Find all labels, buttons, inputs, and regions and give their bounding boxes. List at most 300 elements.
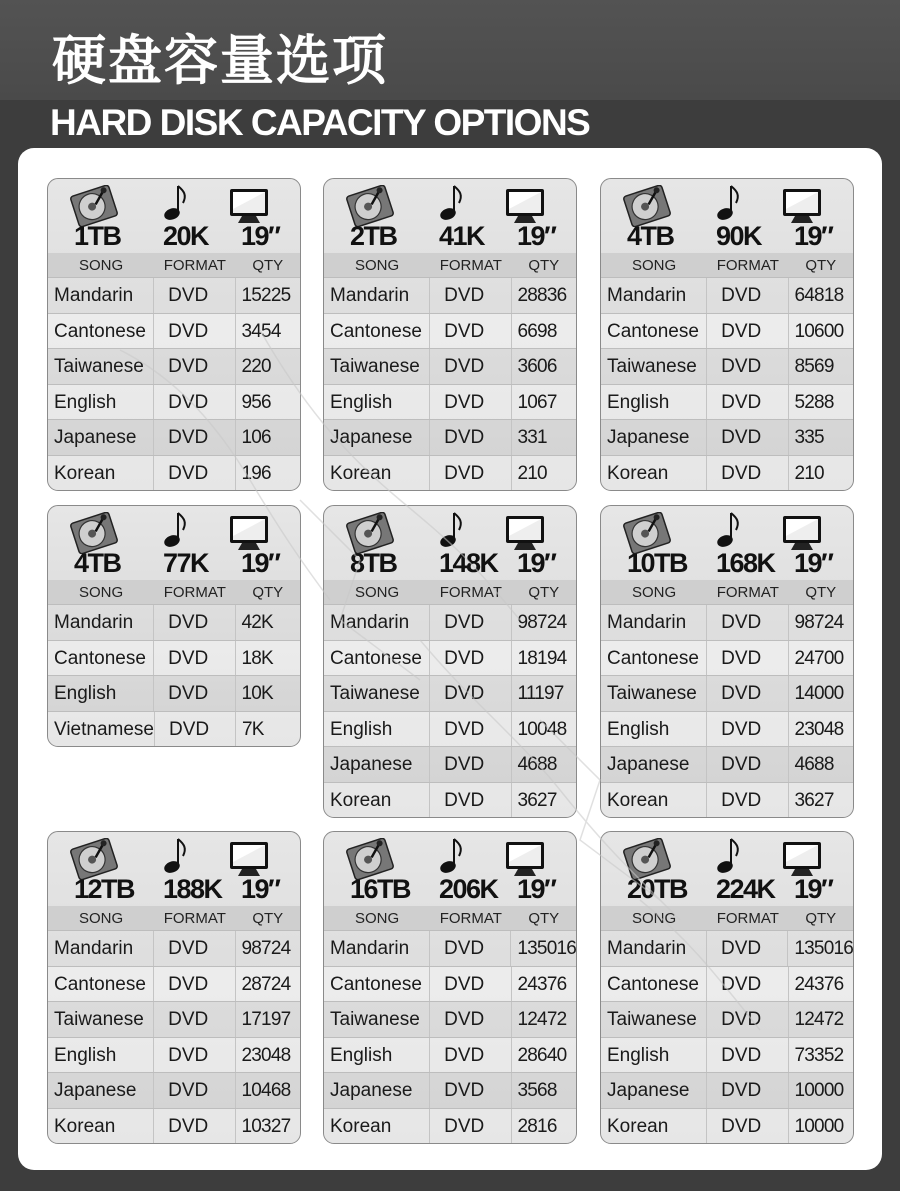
song-language: Japanese <box>324 420 430 455</box>
table-row <box>48 419 300 455</box>
song-language: Mandarin <box>601 278 707 313</box>
song-format: DVD <box>707 783 788 818</box>
table-row <box>601 640 853 676</box>
song-quantity: 3627 <box>517 789 557 811</box>
table-row <box>324 419 576 455</box>
song-quantity: 15225 <box>241 285 291 306</box>
song-column-header: SONG <box>354 583 400 601</box>
song-format: DVD <box>154 1002 235 1037</box>
song-quantity: 24700 <box>794 647 844 669</box>
song-language: Korean <box>324 783 430 818</box>
table-row <box>324 782 576 818</box>
song-quantity: 28640 <box>517 1044 567 1066</box>
song-language: Japanese <box>324 747 430 782</box>
song-language: Korean <box>48 1109 154 1144</box>
capacity-label: 4TB <box>627 221 674 251</box>
song-quantity: 24376 <box>794 973 844 995</box>
capacity-label: 12TB <box>74 874 135 904</box>
song-quantity: 210 <box>794 462 824 484</box>
table-row <box>601 604 853 640</box>
song-column-header: SONG <box>631 583 677 601</box>
song-quantity: 4688 <box>517 754 557 775</box>
table-row <box>601 711 853 747</box>
song-format: DVD <box>707 314 788 349</box>
table-row <box>324 455 576 491</box>
song-quantity: 220 <box>241 356 271 377</box>
capacity-card <box>47 831 301 1144</box>
song-format: DVD <box>154 314 235 349</box>
song-language: English <box>48 385 154 420</box>
song-count-label: 41K <box>439 221 485 251</box>
song-format: DVD <box>154 349 235 384</box>
song-format: DVD <box>707 385 788 420</box>
capacity-card <box>47 505 301 747</box>
song-table <box>324 930 576 1143</box>
song-format: DVD <box>707 1038 788 1073</box>
screen-size-label: 19″ <box>517 874 556 904</box>
card-header <box>324 506 576 580</box>
song-quantity: 23048 <box>241 1044 291 1066</box>
format-column-header: FORMAT <box>716 909 779 927</box>
song-language: Korean <box>324 1109 430 1144</box>
song-format: DVD <box>154 676 235 711</box>
format-column-header: FORMAT <box>716 256 779 274</box>
table-row <box>48 277 300 313</box>
song-format: DVD <box>430 349 511 384</box>
qty-column-header: QTY <box>805 583 837 601</box>
song-format: DVD <box>707 641 788 676</box>
capacity-label: 16TB <box>350 874 411 904</box>
song-format: DVD <box>154 1073 235 1108</box>
table-row <box>48 348 300 384</box>
song-quantity: 17197 <box>241 1009 291 1030</box>
song-language: Taiwanese <box>48 1002 154 1037</box>
song-format: DVD <box>707 456 788 491</box>
table-row <box>48 966 300 1002</box>
column-headers <box>601 906 853 930</box>
table-row <box>48 1108 300 1144</box>
song-quantity: 7K <box>241 718 264 740</box>
table-row <box>601 1037 853 1073</box>
song-quantity: 10600 <box>794 320 844 342</box>
table-row <box>48 711 300 747</box>
capacity-card <box>323 505 577 818</box>
song-format: DVD <box>707 1073 788 1108</box>
qty-column-header: QTY <box>805 256 837 274</box>
song-quantity: 3568 <box>517 1080 557 1101</box>
song-format: DVD <box>430 605 511 640</box>
column-headers <box>324 253 576 277</box>
song-language: Cantonese <box>48 967 154 1002</box>
song-language: Cantonese <box>48 314 154 349</box>
table-row <box>48 1037 300 1073</box>
table-row <box>601 419 853 455</box>
song-quantity: 10K <box>241 683 273 704</box>
song-quantity: 28836 <box>517 285 567 306</box>
song-quantity: 42K <box>241 612 273 633</box>
card-header <box>601 179 853 253</box>
song-language: Taiwanese <box>601 1002 707 1037</box>
table-row <box>601 1001 853 1037</box>
song-count-label: 224K <box>716 874 775 904</box>
song-quantity: 23048 <box>794 718 844 740</box>
screen-size-label: 19″ <box>794 221 833 251</box>
table-row <box>601 455 853 491</box>
table-row <box>601 782 853 818</box>
song-quantity: 3627 <box>794 789 834 811</box>
table-row <box>601 348 853 384</box>
column-headers <box>324 906 576 930</box>
song-language: English <box>324 712 430 747</box>
song-table <box>601 277 853 490</box>
song-count-label: 148K <box>439 548 498 578</box>
column-headers <box>48 580 300 604</box>
song-count-label: 168K <box>716 548 775 578</box>
song-format: DVD <box>707 1109 788 1144</box>
song-quantity: 18194 <box>517 647 567 669</box>
table-row <box>324 1072 576 1108</box>
song-language: Mandarin <box>48 278 154 313</box>
song-quantity: 73352 <box>794 1044 844 1066</box>
song-table <box>324 604 576 817</box>
song-format: DVD <box>707 967 788 1002</box>
song-format: DVD <box>430 1002 511 1037</box>
screen-size-label: 19″ <box>794 874 833 904</box>
table-row <box>324 384 576 420</box>
song-quantity: 10000 <box>794 1080 844 1101</box>
table-row <box>48 455 300 491</box>
table-row <box>48 604 300 640</box>
card-header <box>601 832 853 906</box>
song-format: DVD <box>154 278 235 313</box>
song-language: Korean <box>601 456 707 491</box>
format-column-header: FORMAT <box>163 256 226 274</box>
song-format: DVD <box>707 278 788 313</box>
song-count-label: 77K <box>163 548 209 578</box>
table-row <box>601 1072 853 1108</box>
song-format: DVD <box>707 712 788 747</box>
song-format: DVD <box>430 676 511 711</box>
song-quantity: 3606 <box>517 356 557 377</box>
table-row <box>601 1108 853 1144</box>
format-column-header: FORMAT <box>163 909 226 927</box>
song-language: Japanese <box>601 747 707 782</box>
song-language: English <box>601 712 707 747</box>
capacity-label: 4TB <box>74 548 121 578</box>
song-column-header: SONG <box>78 909 124 927</box>
qty-column-header: QTY <box>252 583 284 601</box>
capacity-card <box>47 178 301 491</box>
table-row <box>324 1001 576 1037</box>
song-language: Japanese <box>48 420 154 455</box>
card-header <box>48 506 300 580</box>
song-language: Mandarin <box>324 931 430 966</box>
card-header <box>324 832 576 906</box>
song-language: Mandarin <box>601 931 707 966</box>
song-quantity: 106 <box>241 427 271 448</box>
song-language: English <box>324 385 430 420</box>
song-format: DVD <box>154 456 235 491</box>
song-quantity: 135016 <box>794 938 853 959</box>
song-column-header: SONG <box>631 909 677 927</box>
song-format: DVD <box>430 314 511 349</box>
song-quantity: 12472 <box>517 1009 567 1030</box>
song-column-header: SONG <box>78 256 124 274</box>
column-headers <box>48 253 300 277</box>
song-language: Taiwanese <box>324 349 430 384</box>
capacity-label: 1TB <box>74 221 121 251</box>
song-language: Mandarin <box>48 931 154 966</box>
song-quantity: 1067 <box>517 391 557 413</box>
song-language: Taiwanese <box>48 349 154 384</box>
song-language: English <box>601 1038 707 1073</box>
song-format: DVD <box>430 1073 511 1108</box>
screen-size-label: 19″ <box>241 874 280 904</box>
song-language: Cantonese <box>324 967 430 1002</box>
song-format: DVD <box>707 747 788 782</box>
table-row <box>324 604 576 640</box>
song-column-header: SONG <box>354 909 400 927</box>
table-row <box>324 348 576 384</box>
song-quantity: 5288 <box>794 391 834 413</box>
qty-column-header: QTY <box>528 583 560 601</box>
card-header <box>324 179 576 253</box>
table-row <box>601 384 853 420</box>
song-quantity: 98724 <box>241 938 291 959</box>
table-row <box>48 313 300 349</box>
song-column-header: SONG <box>354 256 400 274</box>
song-format: DVD <box>155 712 236 747</box>
column-headers <box>601 253 853 277</box>
song-language: Japanese <box>601 1073 707 1108</box>
song-quantity: 210 <box>517 462 547 484</box>
song-language: Cantonese <box>601 641 707 676</box>
table-row <box>324 966 576 1002</box>
song-quantity: 10327 <box>241 1115 291 1137</box>
song-count-label: 206K <box>439 874 498 904</box>
song-language: Mandarin <box>601 605 707 640</box>
table-row <box>48 1001 300 1037</box>
capacity-label: 2TB <box>350 221 397 251</box>
capacity-label: 8TB <box>350 548 397 578</box>
format-column-header: FORMAT <box>439 583 502 601</box>
song-language: Japanese <box>601 420 707 455</box>
card-header <box>601 506 853 580</box>
song-format: DVD <box>154 605 235 640</box>
table-row <box>324 640 576 676</box>
song-format: DVD <box>707 931 788 966</box>
song-language: Korean <box>324 456 430 491</box>
song-quantity: 956 <box>241 391 271 413</box>
song-quantity: 98724 <box>794 612 844 633</box>
song-format: DVD <box>154 641 235 676</box>
song-quantity: 24376 <box>517 973 567 995</box>
song-format: DVD <box>430 1038 511 1073</box>
table-row <box>48 675 300 711</box>
song-quantity: 14000 <box>794 683 844 704</box>
song-quantity: 18K <box>241 647 273 669</box>
screen-size-label: 19″ <box>241 548 280 578</box>
song-column-header: SONG <box>631 256 677 274</box>
table-row <box>601 313 853 349</box>
song-count-label: 188K <box>163 874 222 904</box>
song-format: DVD <box>707 349 788 384</box>
screen-size-label: 19″ <box>517 548 556 578</box>
table-row <box>324 675 576 711</box>
column-headers <box>48 906 300 930</box>
song-format: DVD <box>430 456 511 491</box>
capacity-card <box>600 178 854 491</box>
song-language: Cantonese <box>48 641 154 676</box>
table-row <box>601 675 853 711</box>
song-count-label: 90K <box>716 221 762 251</box>
table-row <box>324 1037 576 1073</box>
song-count-label: 20K <box>163 221 209 251</box>
song-quantity: 28724 <box>241 973 291 995</box>
song-format: DVD <box>430 420 511 455</box>
song-quantity: 3454 <box>241 320 281 342</box>
song-format: DVD <box>430 385 511 420</box>
song-language: Cantonese <box>601 967 707 1002</box>
song-table <box>601 930 853 1143</box>
song-quantity: 8569 <box>794 356 834 377</box>
song-format: DVD <box>430 1109 511 1144</box>
card-header <box>48 832 300 906</box>
song-language: Japanese <box>324 1073 430 1108</box>
song-quantity: 98724 <box>517 612 567 633</box>
song-language: Taiwanese <box>324 676 430 711</box>
qty-column-header: QTY <box>805 909 837 927</box>
song-language: Korean <box>601 783 707 818</box>
song-language: Korean <box>601 1109 707 1144</box>
song-format: DVD <box>430 747 511 782</box>
song-quantity: 196 <box>241 462 271 484</box>
song-format: DVD <box>430 641 511 676</box>
song-format: DVD <box>154 1109 235 1144</box>
table-row <box>324 313 576 349</box>
card-header <box>48 179 300 253</box>
table-row <box>48 384 300 420</box>
table-row <box>601 930 853 966</box>
song-quantity: 11197 <box>517 683 564 704</box>
song-language: Vietnamese <box>48 712 155 747</box>
song-table <box>48 604 300 746</box>
song-format: DVD <box>430 712 511 747</box>
song-format: DVD <box>707 605 788 640</box>
song-format: DVD <box>154 420 235 455</box>
song-language: Japanese <box>48 1073 154 1108</box>
song-language: English <box>324 1038 430 1073</box>
song-language: Mandarin <box>324 605 430 640</box>
song-format: DVD <box>154 1038 235 1073</box>
song-table <box>601 604 853 817</box>
song-language: English <box>48 676 154 711</box>
capacity-card <box>323 178 577 491</box>
song-language: Cantonese <box>324 314 430 349</box>
song-format: DVD <box>707 1002 788 1037</box>
table-row <box>324 711 576 747</box>
song-language: English <box>48 1038 154 1073</box>
song-format: DVD <box>154 931 235 966</box>
song-quantity: 331 <box>517 427 547 448</box>
capacity-label: 20TB <box>627 874 688 904</box>
table-row <box>601 746 853 782</box>
song-language: Mandarin <box>324 278 430 313</box>
song-format: DVD <box>707 676 788 711</box>
song-format: DVD <box>430 783 511 818</box>
format-column-header: FORMAT <box>716 583 779 601</box>
song-language: Taiwanese <box>601 676 707 711</box>
qty-column-header: QTY <box>252 909 284 927</box>
song-format: DVD <box>430 967 511 1002</box>
song-quantity: 10048 <box>517 718 567 740</box>
song-table <box>324 277 576 490</box>
song-quantity: 2816 <box>517 1115 557 1137</box>
screen-size-label: 19″ <box>241 221 280 251</box>
format-column-header: FORMAT <box>439 909 502 927</box>
table-row <box>48 930 300 966</box>
qty-column-header: QTY <box>528 909 560 927</box>
column-headers <box>601 580 853 604</box>
table-row <box>324 1108 576 1144</box>
song-quantity: 335 <box>794 427 824 448</box>
table-row <box>324 746 576 782</box>
qty-column-header: QTY <box>252 256 284 274</box>
song-format: DVD <box>430 931 511 966</box>
page-title-chinese: 硬盘容量选项 <box>52 29 388 92</box>
format-column-header: FORMAT <box>163 583 226 601</box>
song-quantity: 64818 <box>794 285 844 306</box>
table-row <box>48 640 300 676</box>
table-row <box>324 277 576 313</box>
song-quantity: 10468 <box>241 1080 291 1101</box>
song-language: Mandarin <box>48 605 154 640</box>
song-language: English <box>601 385 707 420</box>
song-language: Cantonese <box>601 314 707 349</box>
table-row <box>324 930 576 966</box>
capacity-card <box>323 831 577 1144</box>
column-headers <box>324 580 576 604</box>
song-language: Taiwanese <box>601 349 707 384</box>
song-table <box>48 930 300 1143</box>
screen-size-label: 19″ <box>794 548 833 578</box>
capacity-card <box>600 505 854 818</box>
song-format: DVD <box>154 967 235 1002</box>
table-row <box>601 277 853 313</box>
song-quantity: 12472 <box>794 1009 844 1030</box>
screen-size-label: 19″ <box>517 221 556 251</box>
table-row <box>601 966 853 1002</box>
song-quantity: 10000 <box>794 1115 844 1137</box>
capacity-card <box>600 831 854 1144</box>
song-language: Korean <box>48 456 154 491</box>
table-row <box>48 1072 300 1108</box>
song-format: DVD <box>430 278 511 313</box>
page-title-english: HARD DISK CAPACITY OPTIONS <box>50 102 590 143</box>
song-format: DVD <box>707 420 788 455</box>
song-table <box>48 277 300 490</box>
song-format: DVD <box>154 385 235 420</box>
song-language: Taiwanese <box>324 1002 430 1037</box>
song-quantity: 135016 <box>517 938 576 959</box>
song-quantity: 6698 <box>517 320 557 342</box>
format-column-header: FORMAT <box>439 256 502 274</box>
song-language: Cantonese <box>324 641 430 676</box>
capacity-label: 10TB <box>627 548 688 578</box>
qty-column-header: QTY <box>528 256 560 274</box>
song-column-header: SONG <box>78 583 124 601</box>
song-quantity: 4688 <box>794 754 834 775</box>
